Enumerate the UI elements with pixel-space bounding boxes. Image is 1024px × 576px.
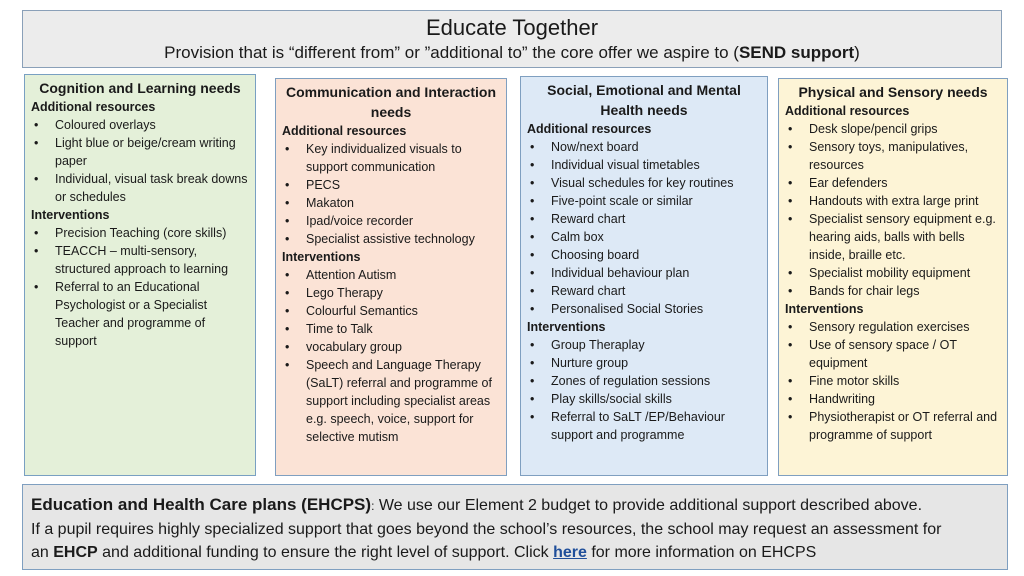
resource-item: • Individual behaviour plan <box>527 264 761 282</box>
resource-item: • Five-point scale or similar <box>527 192 761 210</box>
column-communication-interaction <box>275 78 507 476</box>
column-title: Cognition and Learning needs <box>39 80 241 96</box>
resources-label: Additional resources <box>31 100 156 114</box>
intervention-item: • vocabulary group <box>282 338 500 356</box>
resource-item: • Ear defenders <box>785 174 1001 192</box>
intervention-item: • TEACCH – multi-sensory, structured approach to learning <box>31 242 249 278</box>
resource-item: • Individual visual timetables <box>527 156 761 174</box>
resource-item: • Handouts with extra large print <box>785 192 1001 210</box>
footer-line3-pre: an <box>31 544 54 561</box>
resource-item: • Reward chart <box>527 282 761 300</box>
interventions-list <box>527 336 761 444</box>
resource-item: • Individual, visual task break downs or schedules <box>31 170 249 206</box>
resource-item: • Key individualized visuals to support communication <box>282 140 500 176</box>
resources-list <box>527 138 761 318</box>
resource-item: • Calm box <box>527 228 761 246</box>
intervention-item: • Attention Autism <box>282 266 500 284</box>
interventions-label: Interventions <box>527 320 606 334</box>
page-title: Educate Together <box>425 15 599 40</box>
resources-label: Additional resources <box>785 104 910 118</box>
ehcp-info-link[interactable]: here <box>553 544 587 561</box>
resource-item: • Specialist mobility equipment <box>785 264 1001 282</box>
intervention-item: • Group Theraplay <box>527 336 761 354</box>
column-title: Communication and Interaction needs <box>285 84 496 120</box>
column-physical-sensory <box>778 78 1008 476</box>
interventions-label: Interventions <box>31 208 110 222</box>
intervention-item: • Physiotherapist or OT referral and programme of support <box>785 408 1001 444</box>
intervention-item: • Sensory regulation exercises <box>785 318 1001 336</box>
intervention-item: • Referral to SaLT /EP/Behaviour support and programme <box>527 408 761 444</box>
intervention-item: • Fine motor skills <box>785 372 1001 390</box>
page-subtitle <box>23 42 1001 64</box>
subtitle-text: Provision that is “different from” or ”additional to” the core offer we aspire to ( <box>164 43 739 62</box>
intervention-item: • Nurture group <box>527 354 761 372</box>
header-banner <box>22 10 1002 68</box>
intervention-item: • Use of sensory space / OT equipment <box>785 336 1001 372</box>
intervention-item: • Handwriting <box>785 390 1001 408</box>
column-social-emotional <box>520 76 768 476</box>
resources-list <box>282 140 500 248</box>
ehcp-footer <box>22 484 1008 570</box>
resource-item: • Sensory toys, manipulatives, resources <box>785 138 1001 174</box>
interventions-label: Interventions <box>282 250 361 264</box>
intervention-item: • Time to Talk <box>282 320 500 338</box>
intervention-item: • Colourful Semantics <box>282 302 500 320</box>
resources-label: Additional resources <box>282 124 407 138</box>
footer-colon: : <box>371 499 375 513</box>
intervention-item: • Precision Teaching (core skills) <box>31 224 249 242</box>
column-title: Social, Emotional and Mental Health needs <box>547 82 741 118</box>
resource-item: • Visual schedules for key routines <box>527 174 761 192</box>
intervention-item: • Play skills/social skills <box>527 390 761 408</box>
footer-line1: We use our Element 2 budget to provide additional support described above. <box>374 497 923 514</box>
resource-item: • Coloured overlays <box>31 116 249 134</box>
subtitle-bold: SEND support <box>738 43 855 62</box>
intervention-item: • Zones of regulation sessions <box>527 372 761 390</box>
footer-line3-mid: and additional funding to ensure the right level of support. Click <box>97 544 554 561</box>
resources-list <box>785 120 1001 300</box>
footer-line2: If a pupil requires highly specialized support that goes beyond the school’s resources, the school may request an assessment for <box>31 521 942 538</box>
column-title: Physical and Sensory needs <box>798 84 988 100</box>
interventions-list <box>31 224 249 350</box>
resource-item: • Makaton <box>282 194 500 212</box>
footer-line3-post: for more information on EHCPS <box>586 544 817 561</box>
resource-item: • Bands for chair legs <box>785 282 1001 300</box>
footer-ehcp: EHCP <box>53 544 98 561</box>
intervention-item: • Speech and Language Therapy (SaLT) referral and programme of support including specialist areas e.g. speech, voice, support for selective mutism <box>282 356 500 446</box>
resources-label: Additional resources <box>527 122 652 136</box>
resources-list <box>31 116 249 206</box>
column-cognition-learning <box>24 74 256 476</box>
intervention-item: • Referral to an Educational Psychologist or a Specialist Teacher and programme of support <box>31 278 249 350</box>
resource-item: • Specialist sensory equipment e.g. hearing aids, balls with bells inside, braille etc. <box>785 210 1001 264</box>
resource-item: • Now/next board <box>527 138 761 156</box>
resource-item: • Specialist assistive technology <box>282 230 500 248</box>
resource-item: • Reward chart <box>527 210 761 228</box>
resource-item: • Personalised Social Stories <box>527 300 761 318</box>
interventions-label: Interventions <box>785 302 864 316</box>
resource-item: • Choosing board <box>527 246 761 264</box>
resource-item: • Light blue or beige/cream writing paper <box>31 134 249 170</box>
interventions-list <box>282 266 500 446</box>
resource-item: • PECS <box>282 176 500 194</box>
resource-item: • Desk slope/pencil grips <box>785 120 1001 138</box>
footer-lead: Education and Health Care plans (EHCPS) <box>31 495 372 514</box>
subtitle-end: ) <box>854 43 860 62</box>
resource-item: • Ipad/voice recorder <box>282 212 500 230</box>
interventions-list <box>785 318 1001 444</box>
intervention-item: • Lego Therapy <box>282 284 500 302</box>
